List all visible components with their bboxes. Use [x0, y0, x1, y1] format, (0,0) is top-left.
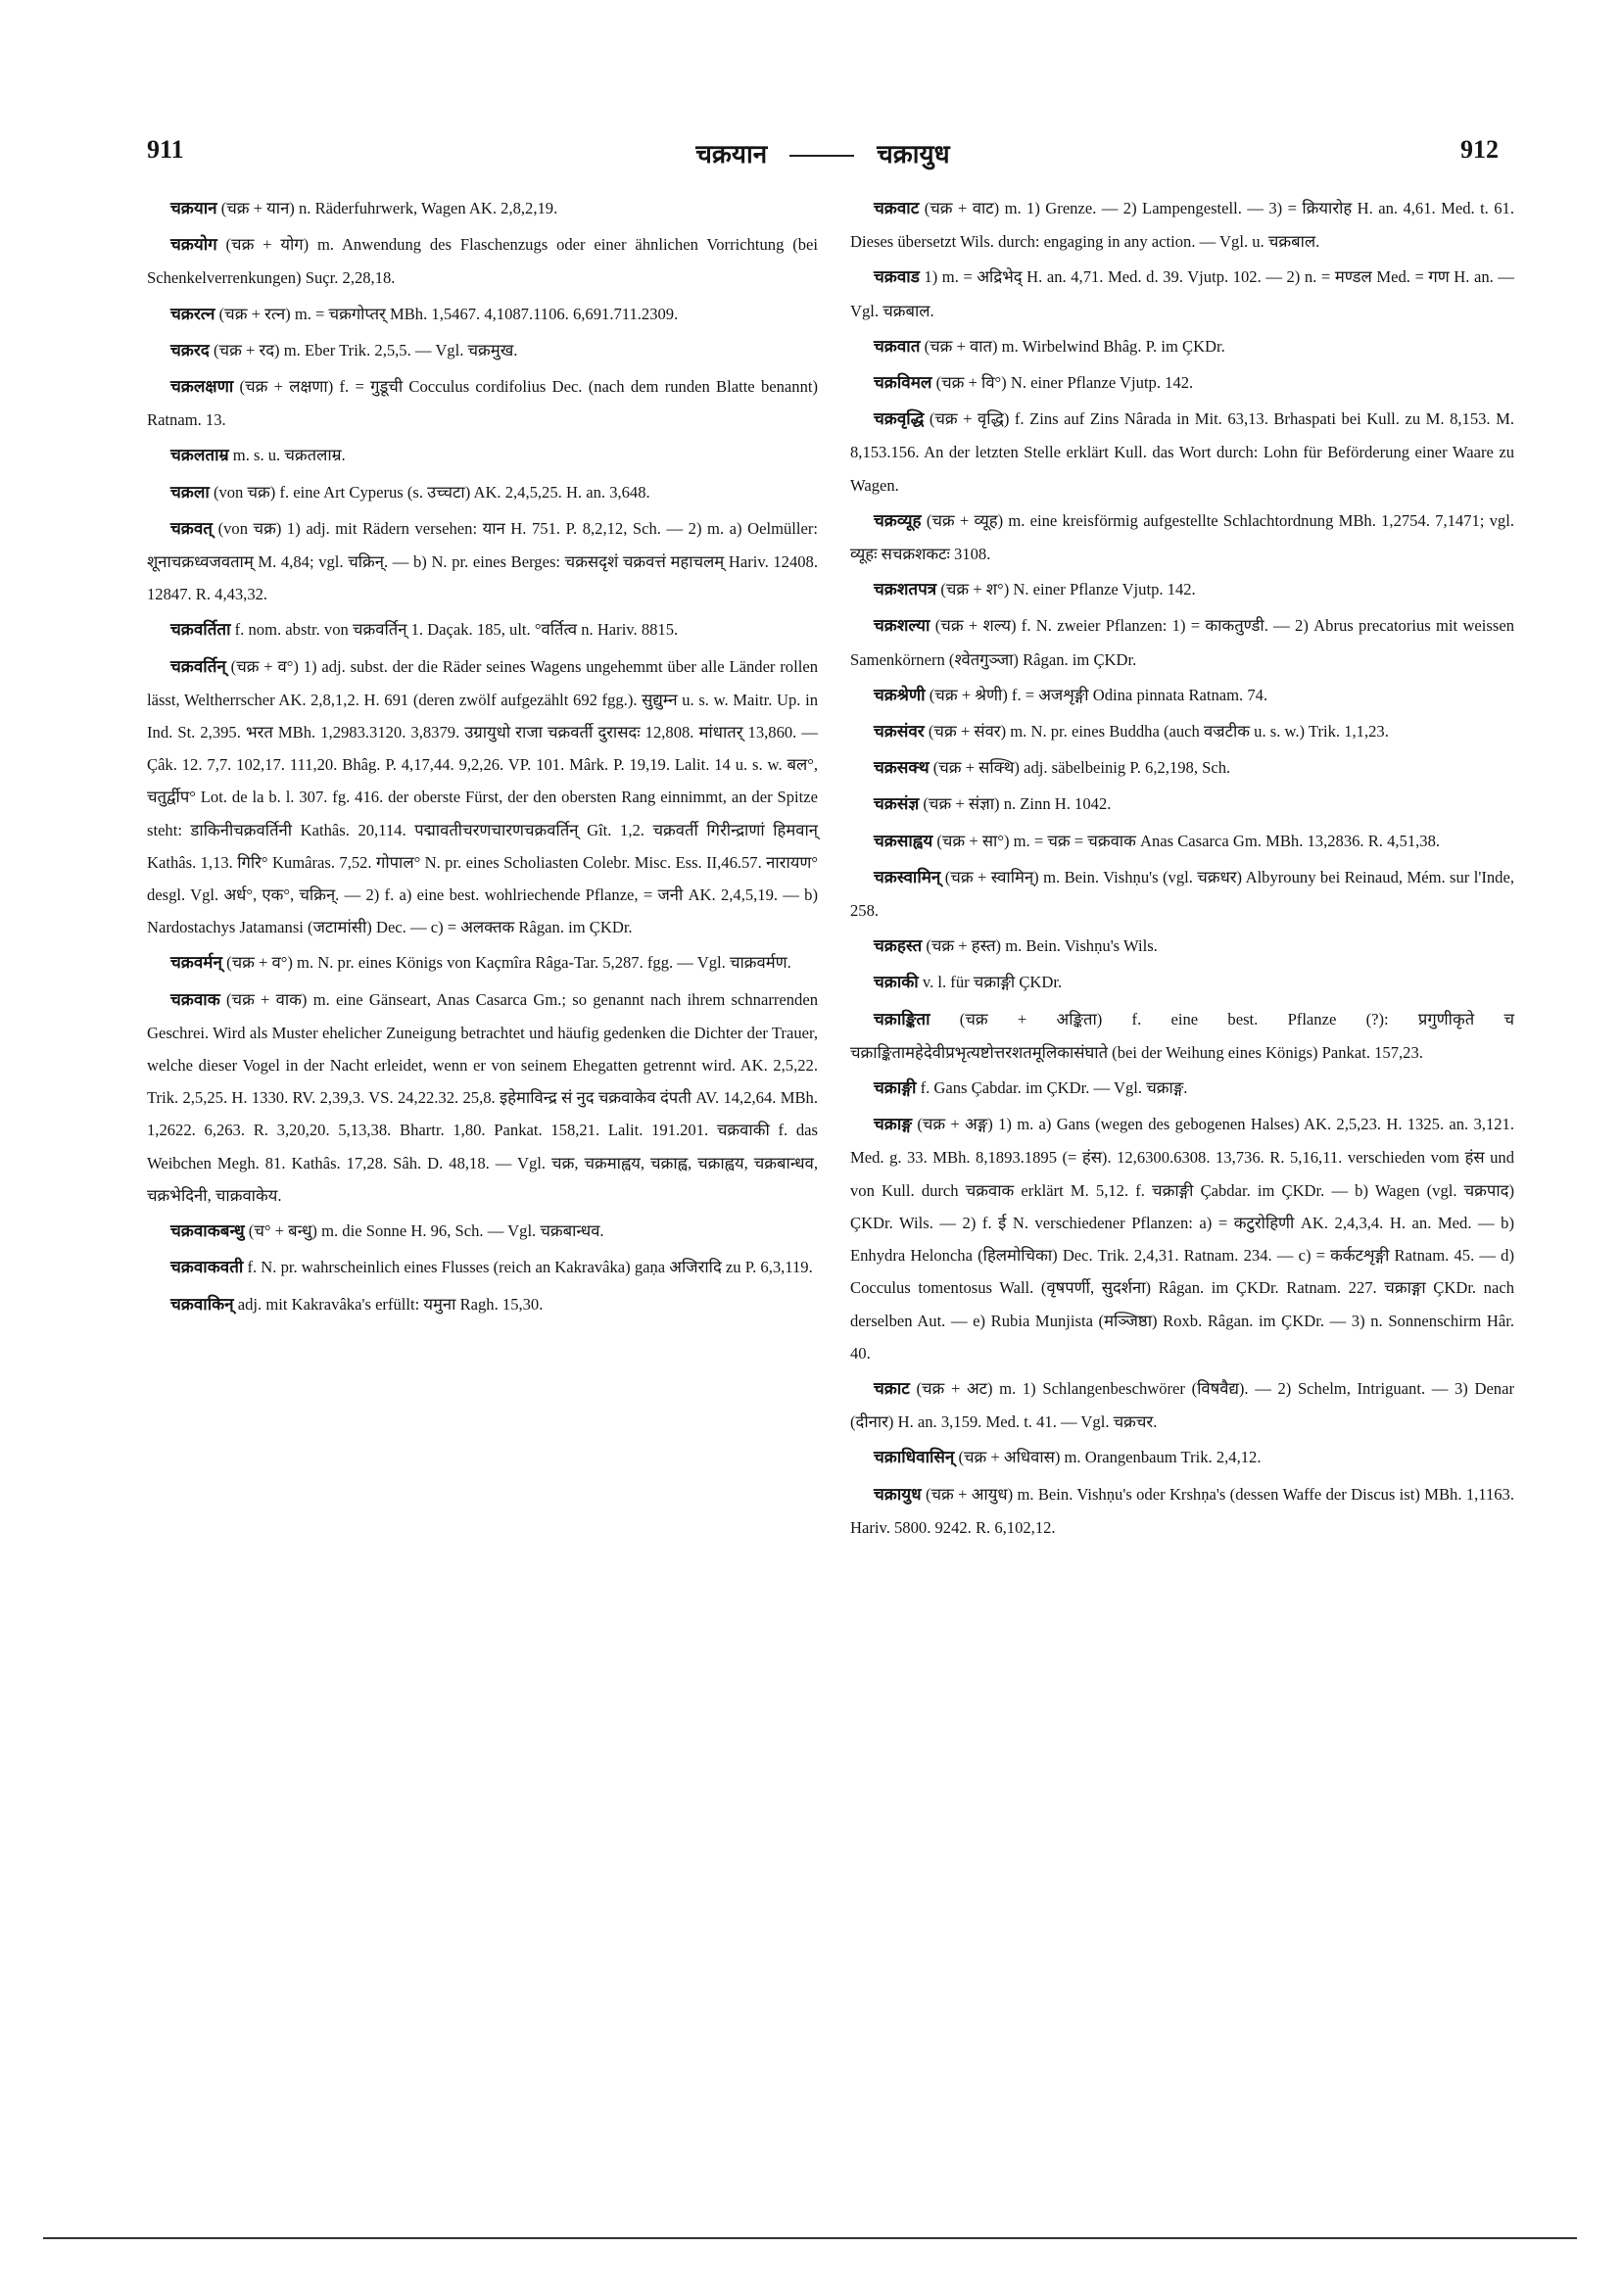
entry-text: (चक्र + रद) m. Eber Trik. 2,5,5. — Vgl. चक्रमुख.: [214, 340, 518, 359]
dictionary-entry: [147, 476, 818, 509]
dictionary-entry: [147, 298, 818, 331]
entry-text: (चक्र + वि°) N. einer Pflanze Vjutp. 142.: [935, 373, 1194, 393]
dictionary-entry: [147, 192, 818, 225]
entry-headword: चक्रलक्षणा: [170, 377, 234, 398]
dictionary-entry: [850, 966, 1514, 999]
dictionary-entry: [850, 1478, 1514, 1544]
running-head: [147, 135, 1499, 170]
entry-text: (von चक्र) f. eine Art Cyperus (s. उच्चटा) AK. 2,4,5,25. H. an. 3,648.: [213, 482, 650, 502]
entry-text: f. nom. abstr. von चक्रवर्तिन् 1. Daçak. 185, ult. °वर्तित्व n. Hariv. 8815.: [234, 620, 679, 640]
entry-headword: चक्राङ्किता: [874, 1009, 930, 1029]
entry-text: (चक्र + व°) m. N. pr. eines Königs von Kaçmîra Râga-Tar. 5,287. fgg. — Vgl. चाक्रवर्मण.: [226, 953, 791, 973]
entry-headword: चक्रसक्थ: [874, 758, 930, 779]
dictionary-entry: [850, 366, 1514, 400]
dictionary-entry: [147, 613, 818, 646]
entry-text: (चक्र + हस्त) m. Bein. Vishṇu's Wils.: [926, 936, 1158, 956]
entry-text: (चक्र + यान) n. Räderfuhrwerk, Wagen AK. 2,8,2,19.: [220, 199, 558, 217]
dictionary-entry: [147, 650, 818, 944]
dictionary-entry: [850, 930, 1514, 963]
entry-headword: चक्ररत्न: [170, 304, 215, 324]
entry-headword: चक्रस्वामिन्: [874, 867, 941, 887]
entry-text: (चक्र + अधिवास) m. Orangenbaum Trik. 2,4,12.: [958, 1448, 1262, 1467]
entry-headword: चक्रलताम्र: [170, 446, 229, 466]
dictionary-entry: [147, 370, 818, 436]
entry-text: (चक्र + आयुध) m. Bein. Vishṇu's oder Krshṇa's (dessen Waffe der Discus ist) MBh. 1,1163. Hariv. 5800. 9242. R. 6,102,12.: [850, 1484, 1515, 1537]
entry-headword: चक्रहस्त: [874, 936, 923, 957]
dictionary-entry: [850, 788, 1514, 821]
dictionary-entry: [147, 512, 818, 611]
entry-text: (चक्र + स्वामिन्) m. Bein. Vishṇu's (vgl. चक्रधर) Albyrouny bei Reinaud, Mém. sur l'Inde, 258.: [850, 867, 1514, 921]
dictionary-entry: [850, 715, 1514, 748]
dictionary-entry: [850, 609, 1514, 675]
dictionary-entry: [147, 1215, 818, 1248]
entry-headword: चक्रवर्मन्: [170, 953, 222, 974]
dictionary-entry: [850, 1372, 1514, 1438]
entry-headword: चक्रवाकबन्धु: [170, 1221, 245, 1242]
dictionary-entry: [850, 1003, 1514, 1069]
entry-headword: चक्रवाक: [170, 989, 220, 1010]
dictionary-entry: [850, 1072, 1514, 1105]
entry-text: (चक्र + सक्थि) adj. säbelbeinig P. 6,2,198, Sch.: [932, 758, 1231, 778]
entry-headword: चक्रवात: [874, 336, 921, 357]
entry-headword: चक्रवाकवती: [170, 1258, 244, 1278]
entry-text: (चक्र + संज्ञा) n. Zinn H. 1042.: [923, 794, 1112, 814]
entry-text: m. s. u. चक्रतलाम्र.: [232, 446, 346, 465]
dictionary-entry: [850, 504, 1514, 570]
entry-headword: चक्रवर्तिन्: [170, 656, 226, 677]
entry-headword: चक्रयोग: [170, 235, 217, 256]
entry-headword: चक्राङ्ग: [874, 1115, 913, 1135]
dictionary-entry: [850, 1108, 1514, 1369]
entry-headword: चक्रवृद्धि: [874, 409, 925, 430]
entry-text: f. N. pr. wahrscheinlich eines Flusses (reich an Kakravâka) gaṇa अजिरादि zu P. 6,3,119.: [247, 1258, 813, 1277]
page-header: [147, 135, 1499, 178]
entry-headword: चक्राङ्गी: [874, 1078, 917, 1099]
dictionary-entry: [850, 192, 1514, 258]
running-head-right: चक्रायुध: [877, 140, 950, 169]
entry-headword: चक्रसंवर: [874, 722, 925, 742]
entry-headword: चक्रसाह्वय: [874, 831, 933, 851]
entry-text: (चक्र + शल्य) f. N. zweier Pflanzen: 1) = काकतुण्डी. — 2) Abrus precatorius mit weissen Samenkörnern (श्वेतगुञ्जा) Râgan. im ÇKDr.: [850, 616, 1514, 669]
entry-text: v. l. für चक्राङ्गी ÇKDr.: [922, 973, 1063, 992]
entry-text: (चक्र + वृद्धि) f. Zins auf Zins Nârada in Mit. 63,13. Brhaspati bei Kull. zu M. 8,153. M. 8,153.156. An der letzten Stelle erklärt Kull. das Wort durch: Lohn für Beförderung einer Waare zu Wagen.: [850, 409, 1514, 495]
entry-headword: चक्रवर्तिता: [170, 620, 231, 641]
entry-text: adj. mit Kakravâka's erfüllt: यमुना Ragh. 15,30.: [237, 1294, 544, 1314]
dictionary-entry: [147, 1288, 818, 1321]
dictionary-entry: [147, 439, 818, 472]
entry-headword: चक्रशल्या: [874, 616, 930, 637]
entry-headword: चक्रवाड: [874, 267, 920, 288]
entry-headword: चक्रवाकिन्: [170, 1294, 234, 1315]
entry-text: (चक्र + अट) m. 1) Schlangenbeschwörer (विषवैद्य). — 2) Schelm, Intriguant. — 3) Denar (दीनार) H. an. 3,159. Med. t. 41. — Vgl. चक्रचर.: [850, 1378, 1514, 1432]
page-number-right: 912: [1460, 135, 1499, 164]
dictionary-entry: [147, 946, 818, 980]
entry-text: (चक्र + रत्न) m. = चक्रगोप्तर् MBh. 1,5467. 4,1087.1106. 6,691.711.2309.: [218, 304, 679, 323]
dictionary-entry: [850, 261, 1514, 326]
entry-headword: चक्राकी: [874, 973, 919, 993]
dictionary-entry: [850, 1441, 1514, 1474]
entry-headword: चक्रविमल: [874, 373, 932, 394]
entry-text: (चक्र + सा°) m. = चक्र = चक्रवाक Anas Casarca Gm. MBh. 13,2836. R. 4,51,38.: [936, 831, 1441, 850]
entry-text: (चक्र + अङ्ग) 1) m. a) Gans (wegen des gebogenen Halses) AK. 2,5,23. H. 1325. an. 3,121. Med. g. 33. MBh. 8,1893.1895 (= हंस). 12,6300.6308. 13,736. R. 5,16,11. verschieden vom हंस und von Kull. durch चक्रवाक erklärt M. 5,12. f. चक्राङ्गी Çabdar. im ÇKDr. — b) Wagen (vgl. चक्रपाद) ÇKDr. Wils. — 2) f. ई N. verschiedener Pflanzen: a) = कटुरोहिणी AK. 2,4,3,4. H. an. Med. — b) Enhydra Heloncha (हिलमोचिका) Dec. Trik. 2,4,31. Ratnam. 234. — c) = कर्कटशृङ्गी Ratnam. 45. — d) Cocculus tomentosus Wall. (वृषपर्णी, सुदर्शना) Râgan. im ÇKDr. Ratnam. 227. चक्राङ्गा ÇKDr. nach derselben Aut. — e) Rubia Munjista (मञ्जिष्ठा) Roxb. Râgan. im ÇKDr. — 3) n. Sonnenschirm Hâr. 40.: [850, 1115, 1514, 1363]
dictionary-entry: [850, 751, 1514, 785]
entry-text: (von चक्र) 1) adj. mit Rädern versehen: यान H. 751. P. 8,2,12, Sch. — 2) m. a) Oelmüller: शूनाचक्रध्वजवताम् M. 4,84; vgl. चक्रिन्. — b) N. pr. eines Berges: चक्रसदृशं चक्रवत्तं महाचलम् Hariv. 12408. 12847. R. 4,43,32.: [147, 518, 819, 604]
dictionary-entry: [850, 573, 1514, 606]
dictionary-entry: [850, 330, 1514, 363]
entry-text: (चक्र + संवर) m. N. pr. eines Buddha (auch वज्रटीक u. s. w.) Trik. 1,1,23.: [928, 722, 1389, 741]
entry-text: (च° + बन्धु) m. die Sonne H. 96, Sch. — Vgl. चक्रबान्धव.: [248, 1221, 604, 1241]
dictionary-entry: [147, 334, 818, 367]
entry-text: 1) m. = अद्रिभेद् H. an. 4,71. Med. d. 39. Vjutp. 102. — 2) n. = मण्डल Med. = गण H. an. — Vgl. चक्रबाल.: [850, 267, 1514, 320]
entry-headword: चक्रवाट: [874, 199, 920, 218]
entry-text: (चक्र + योग) m. Anwendung des Flaschenzugs oder einer ähnlichen Vorrichtung (bei Schenkelverrenkungen) Suçr. 2,28,18.: [147, 235, 818, 288]
entry-text: (चक्र + व°) 1) adj. subst. der die Räder seines Wagens ungehemmt über alle Länder rollen lässt, Weltherrscher AK. 2,8,1,2. H. 691 (deren zwölf aufgezählt 692 fgg.). सुद्युम्न u. s. w. Maitr. Up. in Ind. St. 2,395. भरत MBh. 1,2983.3120. 3,8379. उग्रायुधो राजा चक्रवर्ती दुरासदः 12,808. मांधातर् 13,860. — Çâk. 12. 7,7. 102,17. 111,20. Bhâg. P. 4,17,44. 9,2,26. VP. 101. Mârk. P. 19,19. Lalit. 14 u. s. w. बल°, चतुर्द्वीप° Lot. de la b. l. 307. fg. 416. der oberste Fürst, der den obersten Rang einnimmt, an der Spitze steht: डाकिनीचक्रवर्तिनी Kathâs. 20,114. पद्मावतीचरणचारणचक्रवर्तिन् Gît. 1,2. चक्रवर्ती गिरीन्द्राणां हिमवान् Kathâs. 1,13. गिरि° Kumâras. 7,52. गोपाल° N. pr. eines Scholiasten Colebr. Misc. Ess. II,46.57. नारायण° desgl. Vgl. अर्ध°, एक°, चक्रिन्. — 2) f. a) eine best. wohlriechende Pflanze, = जनी AK. 2,4,5,19. — b) Nardostachys Jatamansi (जटामांसी) Dec. — c) = अलक्तक Râgan. im ÇKDr.: [147, 656, 818, 937]
entry-headword: चक्रशतपत्र: [874, 580, 937, 600]
running-head-left: चक्रयान: [695, 140, 768, 169]
entry-headword: चक्रयान: [170, 199, 217, 218]
dictionary-entry: [850, 825, 1514, 858]
entry-headword: चक्रसंज्ञ: [874, 794, 920, 815]
entry-text: (चक्र + लक्षणा) f. = गुडूची Cocculus cordifolius Dec. (nach dem runden Blatte benannt) Ratnam. 13.: [147, 377, 818, 430]
entry-text: (चक्र + व्यूह) m. eine kreisförmig aufgestellte Schlachtordnung MBh. 1,2754. 7,1471; vgl. व्यूहः सचक्रशकटः 3108.: [850, 510, 1514, 564]
entry-text: (चक्र + श्रेणी) f. = अजशृङ्गी Odina pinnata Ratnam. 74.: [929, 685, 1268, 704]
bottom-rule: [43, 2237, 1577, 2239]
dictionary-entry: [147, 983, 818, 1212]
entry-headword: चक्रला: [170, 482, 210, 502]
entry-text: f. Gans Çabdar. im ÇKDr. — Vgl. चक्राङ्ग.: [920, 1078, 1188, 1098]
left-column: [147, 192, 818, 1324]
entry-headword: चक्ररद: [170, 340, 210, 360]
entry-text: (चक्र + वाक) m. eine Gänseart, Anas Casarca Gm.; so genannt nach ihrem schnarrenden Geschrei. Wird als Muster ehelicher Zuneigung betrachtet und häufig gedenken die Dichter der Trauer, welche dieser Vogel in der Nacht erleidet, wenn er von seinem Ehegatten getrennt wird. AK. 2,5,22. Trik. 2,5,25. H. 1330. RV. 2,39,3. VS. 24,22.32. 25,8. इहेमाविन्द्र सं नुद चक्रवाकेव दंपती AV. 14,2,64. MBh. 1,2622. 6,263. R. 3,20,20. 5,13,38. Bhartr. 1,80. Pankat. 158,21. Lalit. 191.201. चक्रवाकी f. das Weibchen Megh. 81. Kathâs. 17,28. Sâh. D. 48,18. — Vgl. चक्र, चक्रमाह्वय, चक्राह्व, चक्राह्वय, चक्रबान्धव, चक्रभेदिनी, चाक्रवाकेय.: [147, 989, 818, 1205]
entry-headword: चक्रवत्: [170, 518, 213, 539]
dictionary-entry: [850, 403, 1514, 502]
entry-headword: चक्रश्रेणी: [874, 685, 926, 705]
right-column: [850, 192, 1514, 1547]
dictionary-entry: [850, 861, 1514, 927]
entry-headword: चक्राट: [874, 1378, 910, 1399]
entry-headword: चक्राधिवासिन्: [874, 1448, 955, 1468]
running-head-dash: [789, 155, 854, 157]
entry-headword: चक्रायुध: [874, 1484, 922, 1505]
dictionary-entry: [850, 679, 1514, 712]
dictionary-entry: [147, 228, 818, 294]
entry-text: (चक्र + अङ्किता) f. eine best. Pflanze (?): प्रगुणीकृते च चक्राङ्कितामहेदेवीप्रभृत्यष्टोत्तरशतमूलिकासंघाते (bei der Weihung eines Königs) Pankat. 157,23.: [850, 1009, 1514, 1062]
entry-text: (चक्र + वात) m. Wirbelwind Bhâg. P. im ÇKDr.: [924, 336, 1225, 356]
entry-text: (चक्र + वाट) m. 1) Grenze. — 2) Lampengestell. — 3) = क्रियारोह H. an. 4,61. Med. t. 61. Dieses übersetzt Wils. durch: engaging in any action. — Vgl. u. चक्रबाल.: [850, 199, 1514, 252]
entry-text: (चक्र + श°) N. einer Pflanze Vjutp. 142.: [940, 580, 1196, 599]
entry-headword: चक्रव्यूह: [874, 510, 922, 531]
page-number-left: 911: [147, 135, 184, 164]
dictionary-entry: [147, 1251, 818, 1284]
